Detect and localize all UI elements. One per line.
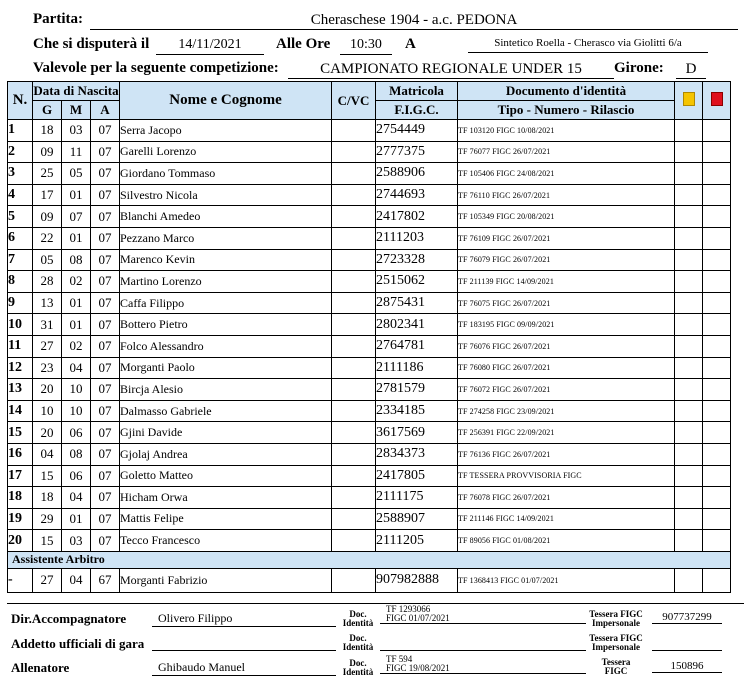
player-red-card [703, 249, 731, 271]
player-name: Goletto Matteo [120, 465, 332, 487]
player-cvc [332, 487, 376, 509]
col-cvc-header: C/VC [332, 82, 376, 120]
player-number: 9 [8, 292, 33, 314]
player-cvc [332, 400, 376, 422]
assistente-section: Assistente Arbitro [8, 551, 731, 568]
player-number: 2 [8, 141, 33, 163]
addetto-value [152, 650, 336, 651]
player-number: 4 [8, 184, 33, 206]
player-birth-year: 07 [91, 120, 120, 142]
player-name: Morganti Paolo [120, 357, 332, 379]
col-data-nascita-header: Data di Nascita [33, 82, 120, 101]
allenatore-value: Ghibaudo Manuel [152, 660, 336, 676]
player-birth-month: 08 [62, 443, 91, 465]
player-birth-month: 02 [62, 271, 91, 293]
player-matricola: 2588907 [376, 508, 458, 530]
player-birth-day: 09 [33, 141, 62, 163]
player-name: Blanchi Amedeo [120, 206, 332, 228]
player-name: Mattis Felipe [120, 508, 332, 530]
player-number: 16 [8, 443, 33, 465]
player-birth-year: 07 [91, 530, 120, 552]
addetto-doc-label: Doc. Identità [342, 633, 374, 652]
player-number: 8 [8, 271, 33, 293]
table-row [8, 487, 731, 509]
player-name: Tecco Francesco [120, 530, 332, 552]
player-name: Bircja Alesio [120, 379, 332, 401]
player-name: Marenco Kevin [120, 249, 332, 271]
player-birth-month: 02 [62, 335, 91, 357]
col-red-header [703, 82, 731, 120]
girone-value: D [676, 60, 706, 79]
col-g-header: G [33, 101, 62, 120]
player-red-card [703, 335, 731, 357]
player-yellow-card [675, 249, 703, 271]
player-matricola: 2111203 [376, 227, 458, 249]
player-birth-month: 01 [62, 314, 91, 336]
player-red-card [703, 422, 731, 444]
player-birth-month: 05 [62, 163, 91, 185]
date-value: 14/11/2021 [156, 36, 264, 55]
player-cvc [332, 379, 376, 401]
player-red-card [703, 227, 731, 249]
player-cvc [332, 227, 376, 249]
player-cvc [332, 249, 376, 271]
player-matricola: 2875431 [376, 292, 458, 314]
player-yellow-card [675, 400, 703, 422]
player-yellow-card [675, 184, 703, 206]
player-birth-year: 07 [91, 400, 120, 422]
player-birth-day: 20 [33, 379, 62, 401]
player-number: 3 [8, 163, 33, 185]
player-cvc [332, 271, 376, 293]
player-document: TF 76078 FIGC 26/07/2021 [458, 487, 675, 509]
table-row [8, 292, 731, 314]
player-yellow-card [675, 120, 703, 142]
player-name: Gjolaj Andrea [120, 443, 332, 465]
player-yellow-card [675, 465, 703, 487]
player-birth-year: 07 [91, 357, 120, 379]
assistente-yellow [675, 568, 703, 592]
assistente-mat: 907982888 [376, 568, 458, 592]
table-row [8, 206, 731, 228]
player-name: Folco Alessandro [120, 335, 332, 357]
player-cvc [332, 120, 376, 142]
player-number: 5 [8, 206, 33, 228]
allenatore-tessera-label: Tessera FIGC [601, 657, 631, 676]
partita-label: Partita: [33, 11, 83, 27]
player-red-card [703, 379, 731, 401]
player-red-card [703, 206, 731, 228]
player-red-card [703, 120, 731, 142]
player-birth-year: 07 [91, 335, 120, 357]
player-name: Martino Lorenzo [120, 271, 332, 293]
player-name: Gjini Davide [120, 422, 332, 444]
player-birth-year: 07 [91, 184, 120, 206]
roster-table [7, 81, 731, 593]
player-birth-month: 03 [62, 530, 91, 552]
player-number: 15 [8, 422, 33, 444]
player-number: 13 [8, 379, 33, 401]
player-document: TF 89056 FIGC 01/08/2021 [458, 530, 675, 552]
player-birth-month: 04 [62, 487, 91, 509]
player-birth-month: 10 [62, 400, 91, 422]
player-yellow-card [675, 530, 703, 552]
assistente-a: 67 [91, 568, 120, 592]
player-name: Bottero Pietro [120, 314, 332, 336]
player-matricola: 2111186 [376, 357, 458, 379]
addetto-label: Addetto ufficiali di gara [11, 636, 145, 651]
player-birth-month: 10 [62, 379, 91, 401]
accompagnatore-label: Dir.Accompagnatore [11, 611, 127, 626]
table-row [8, 530, 731, 552]
yellow-card-icon [683, 92, 695, 106]
player-red-card [703, 357, 731, 379]
player-matricola: 2588906 [376, 163, 458, 185]
col-m-header: M [62, 101, 91, 120]
player-birth-year: 07 [91, 206, 120, 228]
player-birth-day: 27 [33, 335, 62, 357]
player-name: Silvestro Nicola [120, 184, 332, 206]
player-red-card [703, 508, 731, 530]
player-birth-month: 01 [62, 508, 91, 530]
player-document: TF 105406 FIGC 24/08/2021 [458, 163, 675, 185]
player-birth-day: 18 [33, 120, 62, 142]
col-nome-header: Nome e Cognome [120, 82, 332, 120]
player-yellow-card [675, 141, 703, 163]
table-row [8, 357, 731, 379]
player-yellow-card [675, 227, 703, 249]
player-cvc [332, 292, 376, 314]
table-row [8, 184, 731, 206]
player-birth-month: 04 [62, 357, 91, 379]
player-yellow-card [675, 443, 703, 465]
player-birth-day: 22 [33, 227, 62, 249]
player-name: Serra Jacopo [120, 120, 332, 142]
player-matricola: 3617569 [376, 422, 458, 444]
player-number: 14 [8, 400, 33, 422]
ore-value: 10:30 [340, 36, 392, 55]
player-matricola: 2744693 [376, 184, 458, 206]
player-birth-year: 07 [91, 163, 120, 185]
player-birth-month: 06 [62, 422, 91, 444]
player-matricola: 2417805 [376, 465, 458, 487]
player-number: 12 [8, 357, 33, 379]
player-matricola: 2764781 [376, 335, 458, 357]
player-cvc [332, 508, 376, 530]
accompagnatore-doc: TF 1293066 FIGC 01/07/2021 [380, 605, 586, 624]
assistente-doc: TF 1368413 FIGC 01/07/2021 [458, 568, 675, 592]
player-number: 19 [8, 508, 33, 530]
player-matricola: 2723328 [376, 249, 458, 271]
player-cvc [332, 530, 376, 552]
player-birth-year: 07 [91, 314, 120, 336]
player-birth-month: 08 [62, 249, 91, 271]
player-birth-year: 07 [91, 379, 120, 401]
col-tipo-header: Tipo - Numero - Rilascio [458, 101, 675, 120]
player-matricola: 2754449 [376, 120, 458, 142]
player-name: Hicham Orwa [120, 487, 332, 509]
player-document: TF 76080 FIGC 26/07/2021 [458, 357, 675, 379]
table-row [8, 400, 731, 422]
allenatore-tessera: 150896 [652, 660, 722, 673]
table-row [8, 227, 731, 249]
player-document: TF 105349 FIGC 20/08/2021 [458, 206, 675, 228]
player-birth-month: 06 [62, 465, 91, 487]
player-number: 10 [8, 314, 33, 336]
player-matricola: 2334185 [376, 400, 458, 422]
player-birth-day: 29 [33, 508, 62, 530]
player-cvc [332, 422, 376, 444]
competizione-value: CAMPIONATO REGIONALE UNDER 15 [288, 60, 614, 79]
venue-value: Sintetico Roella - Cherasco via Giolitti 6/a [468, 34, 708, 53]
allenatore-doc-label: Doc. Identità [342, 658, 374, 677]
player-matricola: 2802341 [376, 314, 458, 336]
ore-label: Alle Ore [276, 36, 331, 52]
player-yellow-card [675, 206, 703, 228]
player-birth-day: 17 [33, 184, 62, 206]
player-document: TF 211139 FIGC 14/09/2021 [458, 271, 675, 293]
player-birth-day: 13 [33, 292, 62, 314]
player-red-card [703, 163, 731, 185]
player-birth-year: 07 [91, 249, 120, 271]
player-name: Caffa Filippo [120, 292, 332, 314]
table-row [8, 443, 731, 465]
red-card-icon [711, 92, 723, 106]
accompagnatore-tessera: 907737299 [652, 611, 722, 624]
assistente-red [703, 568, 731, 592]
player-birth-day: 18 [33, 487, 62, 509]
player-number: 17 [8, 465, 33, 487]
addetto-tessera [652, 650, 722, 651]
player-yellow-card [675, 508, 703, 530]
player-birth-year: 07 [91, 508, 120, 530]
player-red-card [703, 314, 731, 336]
player-name: Giordano Tommaso [120, 163, 332, 185]
player-birth-month: 01 [62, 227, 91, 249]
player-birth-day: 23 [33, 357, 62, 379]
player-document: TF 211146 FIGC 14/09/2021 [458, 508, 675, 530]
player-document: TF 183195 FIGC 09/09/2021 [458, 314, 675, 336]
col-matricola-header: Matricola [376, 82, 458, 101]
player-cvc [332, 335, 376, 357]
player-birth-day: 09 [33, 206, 62, 228]
player-document: TF 76077 FIGC 26/07/2021 [458, 141, 675, 163]
player-number: 7 [8, 249, 33, 271]
player-red-card [703, 184, 731, 206]
player-red-card [703, 400, 731, 422]
player-birth-month: 03 [62, 120, 91, 142]
player-red-card [703, 271, 731, 293]
table-row [8, 314, 731, 336]
player-yellow-card [675, 163, 703, 185]
player-birth-year: 07 [91, 141, 120, 163]
table-row [8, 335, 731, 357]
assistente-n: - [8, 568, 33, 592]
player-birth-day: 10 [33, 400, 62, 422]
player-document: TF 76076 FIGC 26/07/2021 [458, 335, 675, 357]
player-cvc [332, 141, 376, 163]
player-matricola: 2111205 [376, 530, 458, 552]
table-row [8, 120, 731, 142]
accompagnatore-tessera-label: Tessera FIGC Impersonale [589, 609, 643, 628]
player-birth-day: 05 [33, 249, 62, 271]
player-cvc [332, 314, 376, 336]
player-document: TF 76136 FIGC 26/07/2021 [458, 443, 675, 465]
table-row [8, 271, 731, 293]
player-document: TF 76109 FIGC 26/07/2021 [458, 227, 675, 249]
player-yellow-card [675, 357, 703, 379]
player-yellow-card [675, 292, 703, 314]
player-birth-year: 07 [91, 487, 120, 509]
player-number: 20 [8, 530, 33, 552]
col-figc-header: F.I.G.C. [376, 101, 458, 120]
player-yellow-card [675, 271, 703, 293]
player-document: TF 103120 FIGC 10/08/2021 [458, 120, 675, 142]
player-red-card [703, 292, 731, 314]
player-birth-year: 07 [91, 271, 120, 293]
player-red-card [703, 443, 731, 465]
player-matricola: 2781579 [376, 379, 458, 401]
table-row [8, 249, 731, 271]
player-birth-month: 11 [62, 141, 91, 163]
player-number: 6 [8, 227, 33, 249]
player-cvc [332, 465, 376, 487]
player-matricola: 2515062 [376, 271, 458, 293]
player-matricola: 2777375 [376, 141, 458, 163]
player-matricola: 2834373 [376, 443, 458, 465]
player-number: 11 [8, 335, 33, 357]
table-row [8, 163, 731, 185]
player-cvc [332, 357, 376, 379]
player-name: Dalmasso Gabriele [120, 400, 332, 422]
accompagnatore-value: Olivero Filippo [152, 611, 336, 627]
player-document: TF 76079 FIGC 26/07/2021 [458, 249, 675, 271]
player-birth-year: 07 [91, 465, 120, 487]
disputa-label: Che si disputerà il [33, 36, 150, 52]
assistente-m: 04 [62, 568, 91, 592]
addetto-tessera-label: Tessera FIGC Impersonale [589, 633, 643, 652]
table-row [8, 379, 731, 401]
player-birth-year: 07 [91, 443, 120, 465]
player-cvc [332, 184, 376, 206]
player-birth-month: 01 [62, 184, 91, 206]
player-cvc [332, 206, 376, 228]
player-document: TF 76075 FIGC 26/07/2021 [458, 292, 675, 314]
player-yellow-card [675, 422, 703, 444]
a-label: A [405, 36, 416, 52]
player-birth-month: 07 [62, 206, 91, 228]
player-yellow-card [675, 379, 703, 401]
player-birth-year: 07 [91, 227, 120, 249]
player-birth-month: 01 [62, 292, 91, 314]
player-yellow-card [675, 335, 703, 357]
player-name: Garelli Lorenzo [120, 141, 332, 163]
partita-value: Cheraschese 1904 - a.c. PEDONA [90, 11, 738, 30]
player-matricola: 2417802 [376, 206, 458, 228]
table-row [8, 422, 731, 444]
player-number: 1 [8, 120, 33, 142]
player-birth-year: 07 [91, 292, 120, 314]
col-documento-header: Documento d'identità [458, 82, 675, 101]
player-number: 18 [8, 487, 33, 509]
allenatore-doc: TF 594 FIGC 19/08/2021 [380, 655, 586, 674]
addetto-doc [380, 650, 586, 651]
player-birth-year: 07 [91, 422, 120, 444]
footer-divider [7, 603, 744, 604]
player-birth-day: 15 [33, 530, 62, 552]
table-row [8, 508, 731, 530]
girone-label: Girone: [614, 60, 664, 76]
assistente-name: Morganti Fabrizio [120, 568, 332, 592]
accompagnatore-doc-label: Doc. Identità [342, 609, 374, 628]
player-cvc [332, 443, 376, 465]
col-a-header: A [91, 101, 120, 120]
player-matricola: 2111175 [376, 487, 458, 509]
player-document: TF 256391 FIGC 22/09/2021 [458, 422, 675, 444]
player-red-card [703, 141, 731, 163]
player-document: TF TESSERA PROVVISORIA FIGC [458, 465, 675, 487]
allenatore-label: Allenatore [11, 660, 70, 675]
player-yellow-card [675, 314, 703, 336]
col-n-header: N. [8, 82, 33, 120]
player-name: Pezzano Marco [120, 227, 332, 249]
player-document: TF 274258 FIGC 23/09/2021 [458, 400, 675, 422]
assistente-g: 27 [33, 568, 62, 592]
player-red-card [703, 465, 731, 487]
player-red-card [703, 530, 731, 552]
player-red-card [703, 487, 731, 509]
player-yellow-card [675, 487, 703, 509]
player-cvc [332, 163, 376, 185]
col-yellow-header [675, 82, 703, 120]
player-document: TF 76072 FIGC 26/07/2021 [458, 379, 675, 401]
assistente-cvc [332, 568, 376, 592]
player-birth-day: 31 [33, 314, 62, 336]
table-row [8, 465, 731, 487]
player-birth-day: 04 [33, 443, 62, 465]
table-row [8, 141, 731, 163]
player-birth-day: 20 [33, 422, 62, 444]
player-birth-day: 25 [33, 163, 62, 185]
competizione-label: Valevole per la seguente competizione: [33, 60, 279, 76]
player-birth-day: 15 [33, 465, 62, 487]
player-document: TF 76110 FIGC 26/07/2021 [458, 184, 675, 206]
player-birth-day: 28 [33, 271, 62, 293]
